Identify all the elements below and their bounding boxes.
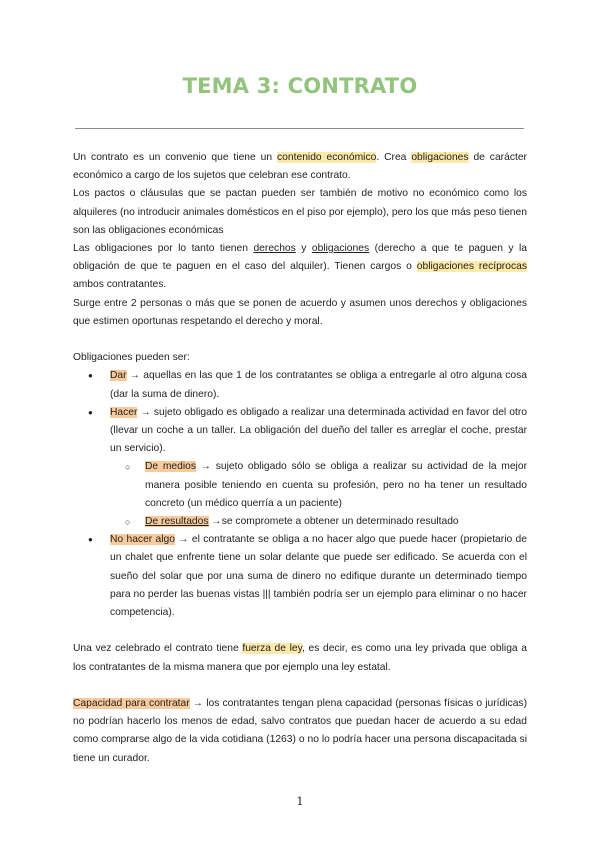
highlight-fuerza-de-ley: fuerza de ley — [242, 643, 303, 655]
page-number: 1 — [296, 795, 304, 808]
text: → el contratante se obliga a no hacer algo que puede hacer (propietario de un chalet que enfrente tiene un solar delante que puede ser edificado. Se acuerda con el sueño del solar que por una suma de dinero no edifique durante un determinado tiempo para no perder las buenas vistas ||| también podría ser un ejemplo para eliminar o no hacer competencia). — [110, 534, 527, 619]
sublist-item-medios — [145, 458, 527, 513]
paragraph-definition — [73, 149, 527, 185]
text: ambos contratantes. — [73, 279, 167, 291]
term-de-medios: De medios — [145, 461, 197, 473]
text: → sujeto obligado es obligado a realizar una determinada actividad en favor del otro (llevar un coche a un taller. La obligación del dueño del taller es arreglar el coche, prestar un servicio). — [110, 406, 527, 455]
term-dar: Dar — [110, 370, 127, 382]
list-item-no-hacer — [110, 531, 527, 622]
underline-obligaciones: obligaciones — [311, 243, 370, 255]
paragraph-capacidad — [73, 695, 527, 768]
text: (derecho a que te paguen y la obligación de que te paguen en el caso del alquiler). Tienen cargos o — [73, 243, 528, 273]
obligaciones-list — [73, 367, 527, 622]
document-body — [73, 149, 527, 768]
term-de-resultados: De resultados — [145, 516, 209, 528]
underline-derechos: derechos — [253, 243, 296, 255]
sublist-item-resultados — [145, 513, 527, 531]
paragraph-derechos-obligaciones — [73, 240, 527, 295]
highlight-obligaciones: obligaciones — [411, 152, 469, 163]
title-divider — [75, 128, 524, 129]
list-intro: Obligaciones pueden ser: — [73, 352, 190, 364]
text: Un contrato es un convenio que tiene un — [73, 152, 277, 163]
paragraph-fuerza-de-ley — [73, 640, 527, 676]
page-title: TEMA 3: CONTRATO — [182, 74, 418, 98]
list-item-dar — [110, 367, 527, 403]
term-no-hacer-algo: No hacer algo — [110, 534, 175, 546]
text: y — [295, 243, 312, 255]
text: Las obligaciones por lo tanto tienen — [73, 243, 254, 255]
text: , es decir, es como una ley privada que obliga a los contratantes de la misma manera que por ejemplo una ley estatal. — [73, 643, 527, 673]
text: → aquellas en las que 1 de los contratantes se obliga a entregarle al otro alguna cosa (dar la suma de dinero). — [110, 370, 527, 400]
text: → sujeto obligado sólo se obliga a realizar su actividad de la mejor manera posible teniendo en cuenta su profesión, pero no ha tener un resultado concreto (un médico querría a un paciente) — [145, 461, 528, 509]
text: →se compromete a obtener un determinado resultado — [208, 516, 459, 528]
term-hacer: Hacer — [110, 406, 138, 418]
list-item-hacer — [110, 404, 527, 531]
highlight-capacidad-para-contratar: Capacidad para contratar — [73, 698, 190, 710]
hacer-sublist — [110, 458, 527, 531]
text: de carácter económico a cargo de los sujetos que celebran ese contrato. — [73, 152, 527, 182]
highlight-obligaciones-reciprocas: obligaciones recíprocas — [416, 261, 527, 273]
text: . Crea — [376, 152, 412, 163]
text: Una vez celebrado el contrato tiene — [73, 643, 243, 655]
paragraph-pactos: Los pactos o cláusulas que se pactan pueden ser también de motivo no económico como los alquileres (no introducir animales domésticos en el piso por ejemplo), pero los que más peso tienen son las obligaciones económicas — [73, 188, 527, 236]
highlight-contenido-economico: contenido económico — [277, 152, 377, 163]
paragraph-surge: Surge entre 2 personas o más que se ponen de acuerdo y asumen unos derechos y obligaciones que estimen oportunas respetando el derecho y moral. — [73, 297, 527, 327]
text: → los contratantes tengan plena capacidad (personas físicas o jurídicas) no podrían hacerlo los menos de edad, salvo contratos que puedan hacer de acuerdo a su edad como comprarse algo de la vida cotidiana (1263) o no lo podría hacer una persona discapacitada si tiene un curador. — [73, 698, 527, 764]
